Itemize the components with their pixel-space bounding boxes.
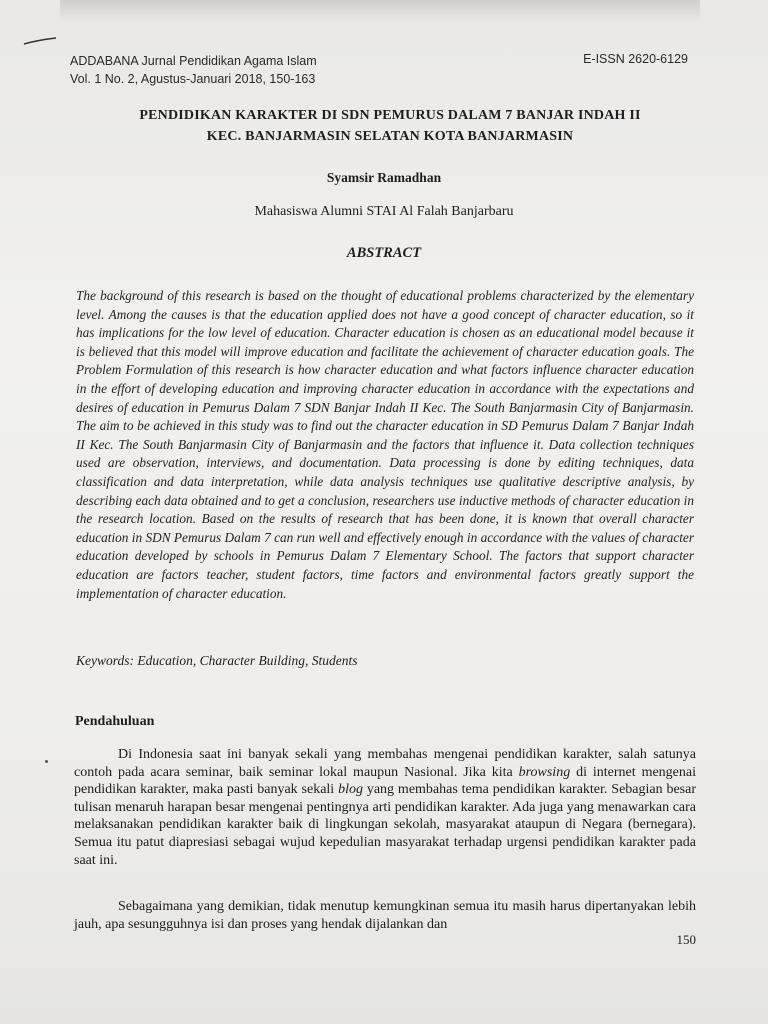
title-line-2: KEC. BANJARMASIN SELATAN KOTA BANJARMASIN [206, 129, 574, 144]
abstract-heading: ABSTRACT [346, 245, 422, 261]
paragraph-1-italic-blog: blog [338, 782, 363, 798]
page-number: 150 [676, 932, 696, 947]
scan-speck [45, 760, 48, 763]
author-name: Syamsir Ramadhan [326, 170, 442, 185]
issn: E-ISSN 2620-6129 [583, 52, 688, 66]
pen-mark-icon [22, 34, 58, 48]
paragraph-1-text-c: yang membahas tema pendidikan karakter. Sebagian besar tulisan menaruh harapan besar mengenai pentingnya arti pendidikan karakter. Ada juga yang menawarkan cara melaksanakan pendidikan karakter baik di lingkungan sekolah, masyarakat ataupun di Negara (bernegara). Semua itu patut diapresiasi sebagai wujud kepedulian masyarakat terhadap urgensi pendidikan karakter pada saat ini. [74, 782, 697, 868]
title-line-1: PENDIDIKAN KARAKTER DI SDN PEMURUS DALAM 7 BANJAR INDAH II [139, 108, 641, 123]
body-paragraph-1 [74, 746, 696, 869]
scan-bleed-through [60, 0, 700, 22]
body-paragraph-2 [74, 898, 696, 933]
paragraph-2-text: Sebagaimana yang demikian, tidak menutup kemungkinan semua itu masih harus dipertanyakan lebih jauh, apa sesungguhnya isi dan proses yang hendak dijalankan dan [74, 899, 696, 932]
abstract-text: The background of this research is based on the thought of educational problems characterized by the elementary level. Among the causes is that the education applied does not have a good concept of character education, so it has implications for the low level of education. Character education is chosen as an educational model because it is believed that this model will improve education and facilitate the achievement of character education goals. The Problem Formulation of this research is how character education and what factors influence character education in the effort of developing education and improving character education in accordance with the expectations and desires of education in Pemurus Dalam 7 SDN Banjar Indah II Kec. The South Banjarmasin City of Banjarmasin. The aim to be achieved in this study was to find out the character education in SD Pemurus Dalam 7 Banjar Indah II Kec. The South Banjarmasin City of Banjarmasin and the factors that influence it. Data collection techniques used are observation, interviews, and documentation. Data processing is done by editing techniques, data classification and data interpretation, while data analysis techniques use qualitative descriptive analysis, by describing each data obtained and to get a conclusion, researchers use inductive methods of character education in the research location. Based on the results of research that has been done, it is known that overall character education in SDN Pemurus Dalam 7 can run well and effectively enough in accordance with the values of character education developed by schools in Pemurus Dalam 7 Elementary School. The factors that support character education are factors teacher, student factors, time factors and environmental factors greatly support the implementation of character education. [76, 288, 694, 601]
journal-name: ADDABANA Jurnal Pendidikan Agama Islam [70, 54, 317, 68]
paper-title [60, 105, 720, 147]
journal-info [70, 52, 317, 88]
paragraph-1-italic-browsing: browsing [518, 764, 571, 780]
paragraph-1-text-a: Di Indonesia saat ini banyak sekali yang membahas mengenai pendidikan karakter, salah satunya contoh pada acara seminar, baik seminar lokal maupun Nasional. Jika kita [74, 747, 696, 780]
paragraph-1-text-b: di internet mengenai pendidikan karakter, maka pasti banyak sekali [74, 764, 696, 798]
section-heading: Pendahuluan [75, 714, 155, 729]
author-affiliation: Mahasiswa Alumni STAI Al Falah Banjarbaru [254, 204, 514, 219]
journal-volume: Vol. 1 No. 2, Agustus-Januari 2018, 150-163 [70, 72, 316, 86]
keywords: Keywords: Education, Character Building, Students [76, 653, 358, 668]
